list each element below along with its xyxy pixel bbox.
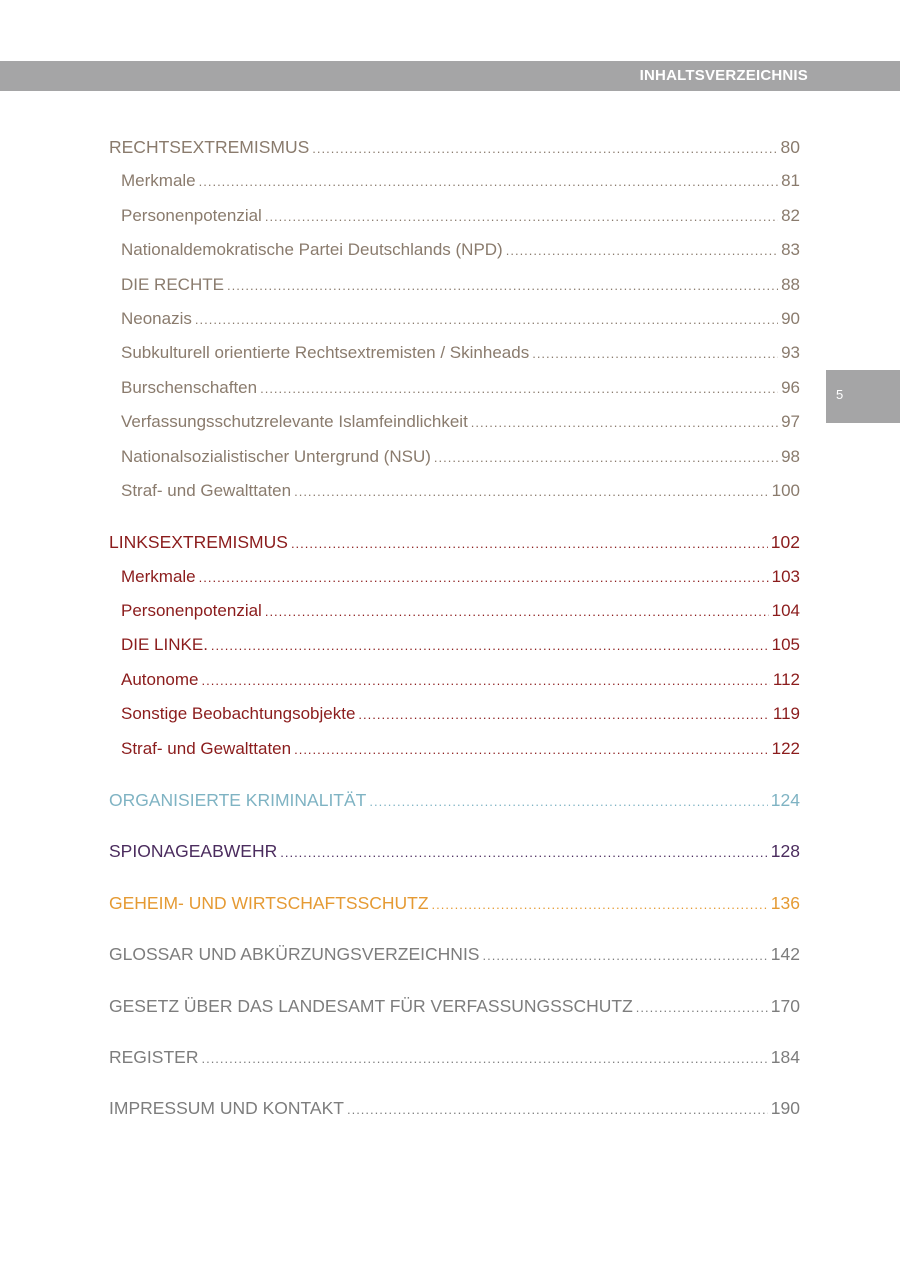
toc-page: 83 [781,240,800,260]
toc-page: 105 [771,635,800,655]
dot-leader [201,1042,767,1076]
dot-leader [211,629,769,663]
toc-section-title: LINKSEXTREMISMUS [109,532,288,553]
toc-entry-label: Straf- und Gewalttaten [121,480,292,500]
toc-entry[interactable] [109,302,800,336]
dot-leader [227,269,778,303]
toc-page: 102 [770,532,800,553]
toc-section-rechtsextremismus[interactable] [109,130,800,164]
section-spacer [109,972,800,989]
toc-page: 184 [770,1046,800,1067]
toc-page: 170 [770,995,800,1016]
dot-leader [432,888,768,922]
dot-leader [260,372,778,406]
toc-entry-label: Autonome [121,669,199,689]
toc-entry-label: Verfassungsschutzrelevante Islamfeindlichkeit [121,412,468,432]
dot-leader [280,836,768,870]
section-spacer [109,508,800,525]
toc-entry[interactable] [109,697,800,731]
toc-entry[interactable] [109,732,800,766]
dot-leader [294,475,769,509]
toc-entry-label: Subkulturell orientierte Rechtsextremisten / Skinheads [121,343,530,363]
toc-entry-label: Neonazis [121,308,192,328]
toc-entry-label: Straf- und Gewalttaten [121,738,292,758]
toc-entry-label: Sonstige Beobachtungsobjekte [121,704,356,724]
toc-entry-label: Merkmale [121,566,196,586]
toc-page: 119 [772,704,800,724]
toc-page: 136 [770,892,800,913]
header-title: INHALTSVERZEICHNIS [639,67,808,84]
toc-section-title: IMPRESSUM UND KONTAKT [109,1098,344,1119]
toc-entry-label: Merkmale [121,171,196,191]
toc-entry[interactable] [109,405,800,439]
toc-page: 98 [781,446,800,466]
toc-section-title: GEHEIM- UND WIRTSCHAFTSSCHUTZ [109,892,429,913]
toc-entry[interactable] [109,474,800,508]
toc-section-geheimschutz[interactable] [109,886,800,920]
toc-section-title: RECHTSEXTREMISMUS [109,137,310,157]
toc-section-title: REGISTER [109,1046,199,1067]
toc-entry[interactable] [109,336,800,370]
toc-entry[interactable] [109,440,800,474]
toc-page: 81 [781,171,800,191]
dot-leader [471,406,778,440]
dot-leader [506,234,778,268]
dot-leader [347,1093,768,1127]
toc-section-organisierte-kriminalitaet[interactable] [109,783,800,817]
toc-section-title: GLOSSAR UND ABKÜRZUNGSVERZEICHNIS [109,944,480,965]
toc-section-glossar[interactable] [109,937,800,971]
dot-leader [202,664,770,698]
toc-section-title: GESETZ ÜBER DAS LANDESAMT FÜR VERFASSUNGSSCHUTZ [109,995,633,1016]
dot-leader [532,337,778,371]
toc-entry[interactable] [109,371,800,405]
page-number: 5 [836,387,844,402]
toc-entry-label: Personenpotenzial [121,205,262,225]
table-of-contents [109,130,800,1126]
dot-leader [265,200,778,234]
toc-page: 104 [771,601,800,621]
dot-leader [312,132,777,166]
dot-leader [199,165,778,199]
toc-section-impressum[interactable] [109,1091,800,1125]
dot-leader [358,698,769,732]
section-spacer [109,1074,800,1091]
toc-entry-label: Burschenschaften [121,377,258,397]
dot-leader [199,561,769,595]
toc-page: 103 [771,566,800,586]
toc-page: 128 [770,841,800,862]
dot-leader [195,303,778,337]
toc-page: 124 [770,790,800,811]
dot-leader [482,939,767,973]
page-number-tab [826,370,900,423]
dot-leader [369,785,767,819]
toc-page: 100 [771,480,800,500]
toc-entry-label: DIE RECHTE [121,274,224,294]
toc-page: 82 [781,205,800,225]
toc-page: 142 [770,944,800,965]
section-spacer [109,817,800,834]
toc-entry[interactable] [109,268,800,302]
toc-entry[interactable] [109,233,800,267]
toc-page: 97 [781,412,800,432]
toc-section-gesetz[interactable] [109,989,800,1023]
toc-entry-label: Nationaldemokratische Partei Deutschlands (NPD) [121,240,503,260]
section-spacer [109,766,800,783]
toc-page: 112 [772,669,800,689]
toc-section-linksextremismus[interactable] [109,525,800,559]
toc-page: 90 [781,308,800,328]
toc-section-spionageabwehr[interactable] [109,834,800,868]
toc-page: 96 [781,377,800,397]
toc-section-title: ORGANISIERTE KRIMINALITÄT [109,790,367,811]
toc-page: 190 [770,1098,800,1119]
toc-section-register[interactable] [109,1040,800,1074]
dot-leader [294,733,769,767]
toc-entry-label: Personenpotenzial [121,601,262,621]
toc-entry-label: Nationalsozialistischer Untergrund (NSU) [121,446,431,466]
toc-entry[interactable] [109,594,800,628]
toc-page: 93 [781,343,800,363]
toc-page: 80 [780,137,800,157]
toc-page: 88 [781,274,800,294]
dot-leader [291,527,768,561]
toc-entry[interactable] [109,628,800,662]
toc-entry[interactable] [109,164,800,198]
toc-entry[interactable] [109,560,800,594]
dot-leader [265,595,769,629]
header-bar [0,61,900,91]
toc-section-title: SPIONAGEABWEHR [109,841,278,862]
section-spacer [109,869,800,886]
toc-entry[interactable] [109,663,800,697]
toc-page: 122 [771,738,800,758]
section-spacer [109,1023,800,1040]
dot-leader [434,441,778,475]
toc-entry[interactable] [109,199,800,233]
section-spacer [109,920,800,937]
dot-leader [636,991,768,1025]
toc-entry-label: DIE LINKE. [121,635,208,655]
